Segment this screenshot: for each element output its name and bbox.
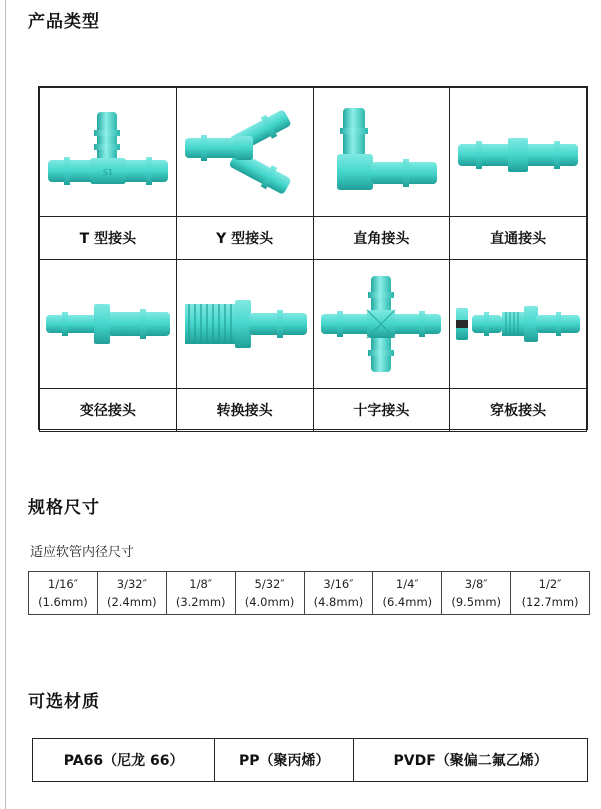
product-label-straight: 直通接头: [450, 217, 587, 260]
size-cell: [373, 572, 442, 615]
product-label-t: T 型接头: [40, 217, 177, 260]
size-mm: (9.5mm): [451, 595, 502, 609]
part-marking-text: S1: [102, 168, 113, 177]
products-heading: 产品类型: [28, 12, 100, 32]
product-label-elbow: 直角接头: [313, 217, 450, 260]
straight-fitting-image: [452, 102, 584, 202]
size-mm: (3.2mm): [175, 595, 226, 609]
material-pp: PP（聚丙烯）: [215, 739, 354, 782]
size-mm: (1.6mm): [38, 595, 88, 609]
t-fitting-image: [42, 102, 174, 202]
size-inch: 1/16″: [47, 577, 78, 591]
size-mm: (2.4mm): [106, 595, 157, 609]
cross-fitting-image: [315, 274, 447, 374]
size-cell: [97, 572, 166, 615]
bulkhead-fitting-image: [452, 274, 584, 374]
size-inch: 3/16″: [323, 577, 354, 591]
size-inch: 3/8″: [464, 577, 488, 591]
adapter-fitting-image: [179, 274, 311, 374]
left-margin-rule: [5, 0, 6, 809]
adapter-fitting-image-cell: [176, 260, 313, 389]
size-inch: 1/8″: [189, 577, 213, 591]
material-pa66: PA66（尼龙 66）: [33, 739, 215, 782]
size-inch: 1/4″: [395, 577, 419, 591]
size-cell: [166, 572, 235, 615]
size-cell: [235, 572, 304, 615]
size-cell: [442, 572, 511, 615]
materials-table: [32, 738, 588, 782]
bulkhead-fitting-image-cell: [450, 260, 587, 389]
size-cell: [304, 572, 373, 615]
size-cell: [29, 572, 98, 615]
reducer-fitting-image: [42, 274, 174, 374]
size-inch: 3/32″: [116, 577, 147, 591]
reducer-fitting-image-cell: [40, 260, 177, 389]
specs-subtitle: 适应软管内径尺寸: [30, 545, 135, 560]
size-mm: (4.0mm): [244, 595, 295, 609]
material-pvdf: PVDF（聚偏二氟乙烯）: [354, 739, 588, 782]
cross-fitting-image-cell: [313, 260, 450, 389]
specs-heading: 规格尺寸: [28, 498, 100, 518]
y-fitting-image: [179, 102, 311, 202]
elbow-fitting-image: [315, 102, 447, 202]
size-cell: [511, 572, 590, 615]
size-mm: (12.7mm): [521, 595, 579, 609]
size-mm: (4.8mm): [313, 595, 364, 609]
t-fitting-image-cell: [40, 88, 177, 217]
product-label-cross: 十字接头: [313, 389, 450, 432]
product-label-bulkhead: 穿板接头: [450, 389, 587, 432]
product-type-grid: [38, 86, 588, 430]
product-label-y: Y 型接头: [176, 217, 313, 260]
y-fitting-image-cell: [176, 88, 313, 217]
hose-size-table: [28, 571, 590, 615]
materials-heading: 可选材质: [28, 692, 100, 712]
size-inch: 1/2″: [538, 577, 562, 591]
size-mm: (6.4mm): [382, 595, 433, 609]
size-inch: 5/32″: [254, 577, 285, 591]
product-label-adapter: 转换接头: [176, 389, 313, 432]
straight-fitting-image-cell: [450, 88, 587, 217]
product-label-reducer: 变径接头: [40, 389, 177, 432]
elbow-fitting-image-cell: [313, 88, 450, 217]
